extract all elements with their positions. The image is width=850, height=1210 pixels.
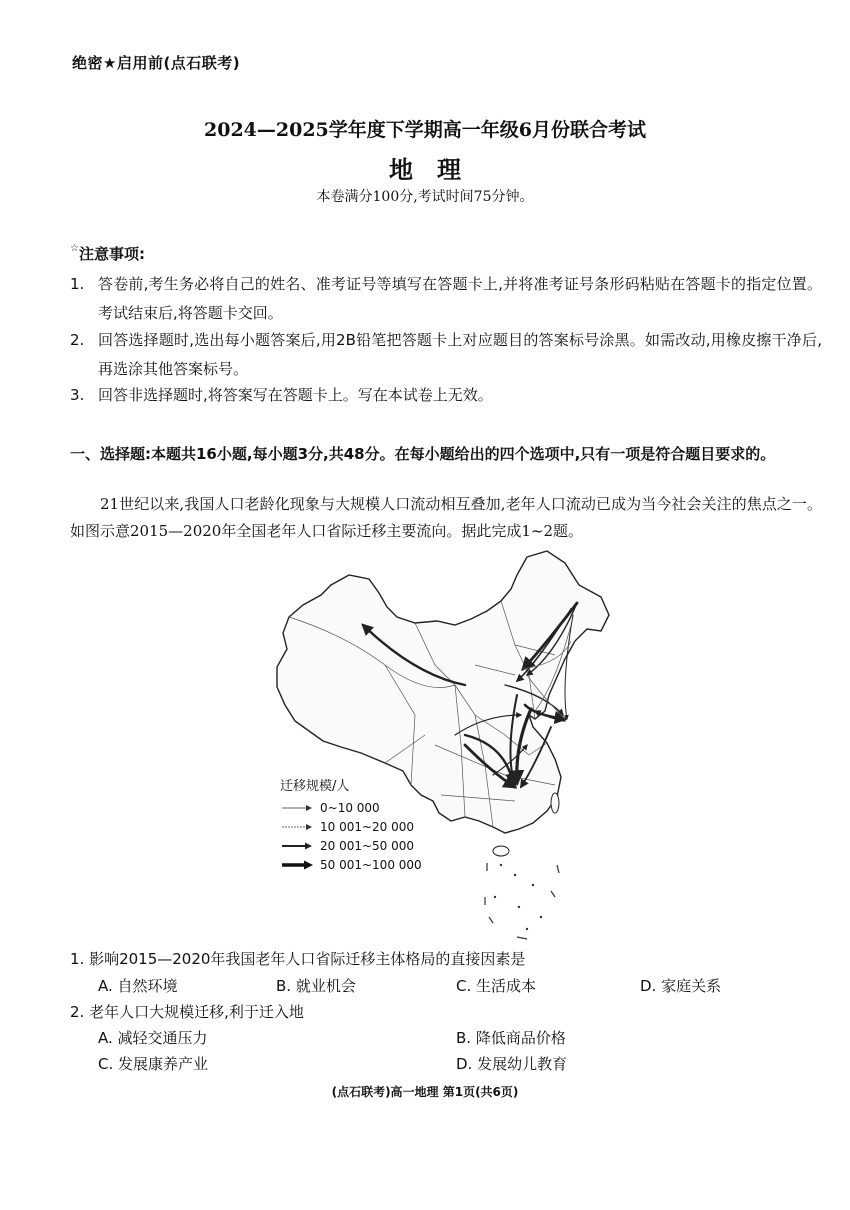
section-text: 一、选择题:本题共16小题,每小题3分,共48分。在每小题给出的四个选项中,只有一项是符合题目要求的。 xyxy=(70,445,776,463)
legend-row xyxy=(280,817,422,836)
section-heading xyxy=(70,440,822,469)
confidential-mark: 绝密★启用前(点石联考) xyxy=(72,54,241,72)
question-2-option-b: B. 降低商品价格 xyxy=(456,1029,566,1047)
question-1-option-d: D. 家庭关系 xyxy=(640,977,722,995)
question-1-option-c: C. 生活成本 xyxy=(456,977,537,995)
legend-label: 0~10 000 xyxy=(320,800,380,815)
notice-heading xyxy=(70,243,145,264)
taiwan-island xyxy=(551,793,559,813)
legend-label: 20 001~50 000 xyxy=(320,838,415,853)
question-1-option-a: A. 自然环境 xyxy=(98,977,178,995)
notice-item-text: 答卷前,考生务必将自己的姓名、准考证号等填写在答题卡上,并将准考证号条形码粘贴在答题卡的指定位置。考试结束后,将答题卡交回。 xyxy=(98,275,822,322)
legend-row xyxy=(280,855,422,874)
nine-dash-line xyxy=(485,863,559,939)
legend-title: 迁移规模/人 xyxy=(280,779,350,794)
map-legend xyxy=(280,775,422,874)
subject-title: 地理 xyxy=(389,156,485,184)
notice-item-text: 回答非选择题时,将答案写在答题卡上。写在本试卷上无效。 xyxy=(98,386,493,404)
notice-heading-text: 注意事项: xyxy=(78,245,145,263)
legend-label: 50 001~100 000 xyxy=(320,857,422,872)
question-2-option-a: A. 减轻交通压力 xyxy=(98,1029,208,1047)
question-1-option-b: B. 就业机会 xyxy=(276,977,356,995)
question-2-option-d: D. 发展幼儿教育 xyxy=(456,1055,568,1073)
south-sea-islands xyxy=(494,864,542,930)
notice-item-num: 3. xyxy=(70,386,85,404)
notice-item-3 xyxy=(70,381,822,410)
china-migration-map xyxy=(265,545,625,945)
question-2-option-c: C. 发展康养产业 xyxy=(98,1055,209,1073)
legend-arrow-icon xyxy=(280,822,314,832)
notice-item-num: 2. xyxy=(70,331,85,349)
notice-item-2 xyxy=(70,326,822,384)
legend-arrow-icon xyxy=(280,841,314,851)
question-1-stem: 1. 影响2015—2020年我国老年人口省际迁移主体格局的直接因素是 xyxy=(70,950,526,968)
notice-item-num: 1. xyxy=(70,275,85,293)
score-info: 本卷满分100分,考试时间75分钟。 xyxy=(316,189,534,205)
notice-item-1 xyxy=(70,270,822,328)
legend-arrow-icon xyxy=(280,860,314,870)
legend-arrow-icon xyxy=(280,803,314,813)
hainan-island xyxy=(493,846,509,856)
notice-star: ☆ xyxy=(70,243,79,254)
reading-passage: 21世纪以来,我国人口老龄化现象与大规模人口流动相互叠加,老年人口流动已成为当今社会关注的焦点之一。如图示意2015—2020年全国老年人口省际迁移主要流向。据此完成1~2题。 xyxy=(70,495,822,540)
legend-row xyxy=(280,836,422,855)
exam-title: 2024—2025学年度下学期高一年级6月份联合考试 xyxy=(204,119,646,141)
legend-label: 10 001~20 000 xyxy=(320,819,415,834)
notice-item-text: 回答选择题时,选出每小题答案后,用2B铅笔把答题卡上对应题目的答案标号涂黑。如需改动,用橡皮擦干净后,再选涂其他答案标号。 xyxy=(98,331,822,378)
legend-row xyxy=(280,798,422,817)
page-footer: (点石联考)高一地理 第1页(共6页) xyxy=(331,1085,519,1099)
question-2-stem: 2. 老年人口大规模迁移,利于迁入地 xyxy=(70,1003,304,1021)
